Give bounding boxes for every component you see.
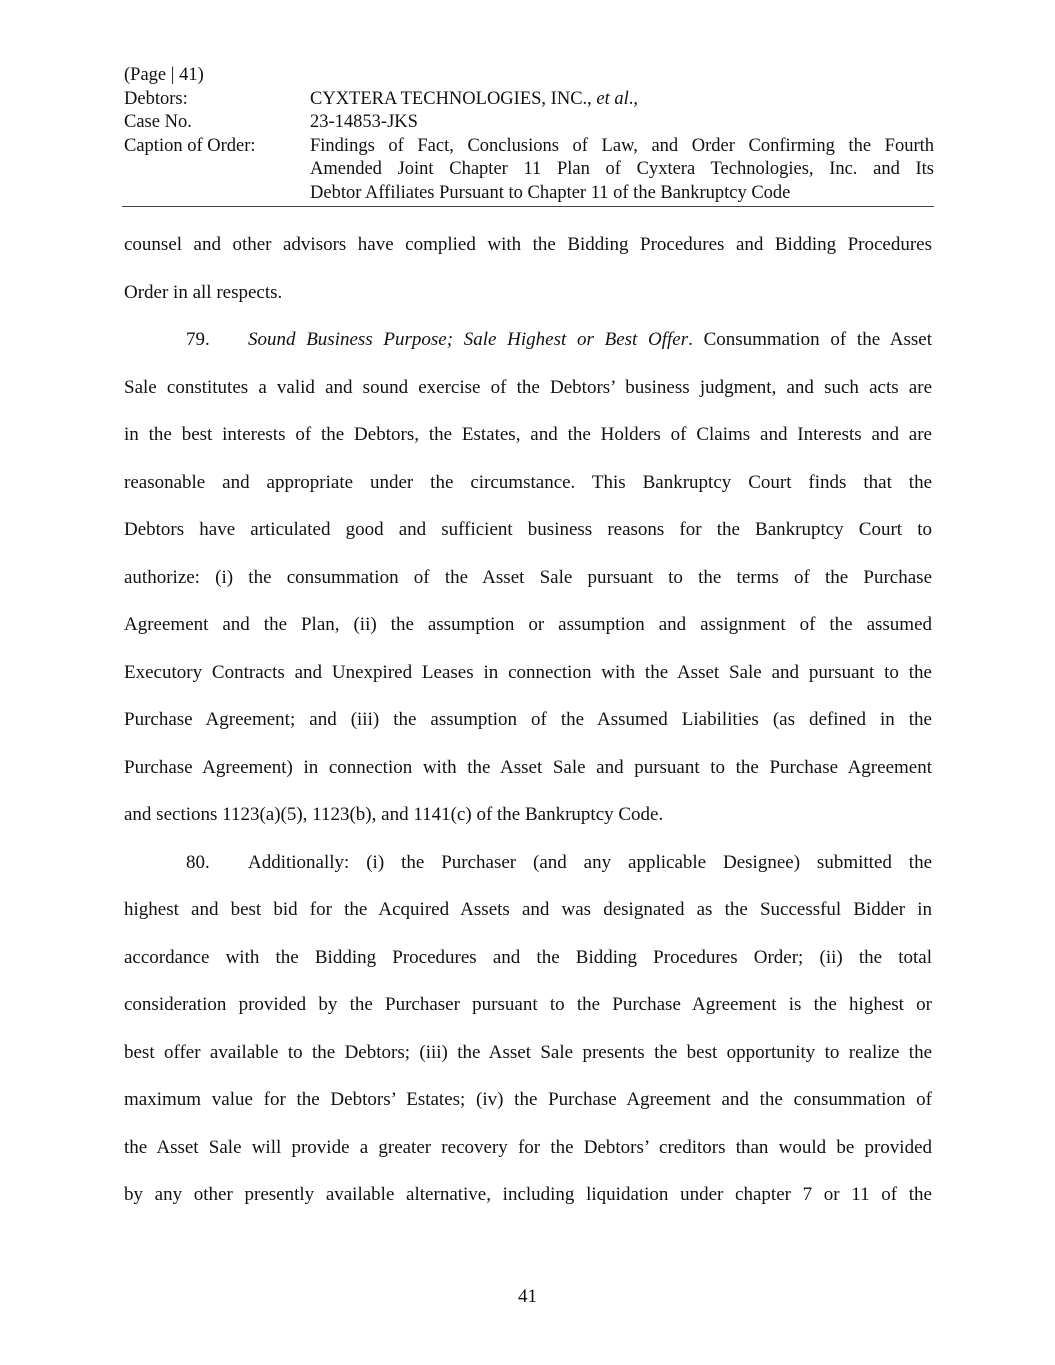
paragraph-line: reasonable and appropriate under the circumstance. This Bankruptcy Court finds that the	[124, 471, 932, 493]
paragraph-number: 80.	[186, 851, 210, 873]
paragraph-line: Debtors have articulated good and sufficient business reasons for the Bankruptcy Court to	[124, 519, 932, 540]
paragraph-line: Purchase Agreement) in connection with the Asset Sale and pursuant to the Purchase Agreement	[124, 756, 932, 778]
caption-line-1: Findings of Fact, Conclusions of Law, and Order Confirming the Fourth	[310, 135, 934, 156]
page-header	[124, 64, 934, 205]
paragraph-line: maximum value for the Debtors’ Estates; (iv) the Purchase Agreement and the consummation of	[124, 1089, 932, 1110]
debtors-etal: et al	[596, 88, 629, 109]
case-label: Case No.	[124, 112, 192, 132]
continuation-line: counsel and other advisors have complied with the Bidding Procedures and Bidding Procedures	[124, 234, 932, 255]
caption-row-3	[124, 182, 934, 206]
caption-label: Caption of Order:	[124, 135, 256, 156]
paragraph-number: 79.	[186, 329, 210, 350]
caption-row	[124, 135, 934, 159]
paragraph-line: highest and best bid for the Acquired Assets and was designated as the Successful Bidder in	[124, 899, 932, 920]
paragraph-text: Additionally: (i) the Purchaser (and any applicable Designee) submitted the	[248, 851, 932, 873]
caption-row-2	[124, 158, 934, 182]
debtors-row	[124, 88, 934, 112]
debtors-value	[310, 88, 934, 112]
caption-line-2: Amended Joint Chapter 11 Plan of Cyxtera Technologies, Inc. and Its	[310, 159, 934, 179]
case-value: 23-14853-JKS	[310, 112, 418, 132]
paragraph-line: and sections 1123(a)(5), 1123(b), and 1141(c) of the Bankruptcy Code.	[124, 804, 664, 825]
debtors-label: Debtors:	[124, 88, 188, 109]
page-number: 41	[518, 1286, 537, 1307]
paragraph-line: authorize: (i) the consummation of the Asset Sale pursuant to the terms of the Purchase	[124, 566, 932, 588]
paragraph-line: Agreement and the Plan, (ii) the assumption or assumption and assignment of the assumed	[124, 614, 932, 635]
paragraph-heading: Sound Business Purpose; Sale Highest or Best Offer	[248, 329, 689, 350]
paragraph-line: Purchase Agreement; and (iii) the assumption of the Assumed Liabilities (as defined in the	[124, 709, 932, 730]
paragraph-line: by any other presently available alternative, including liquidation under chapter 7 or 11 of the	[124, 1184, 932, 1205]
caption-line-3: Debtor Affiliates Pursuant to Chapter 11 of the Bankruptcy Code	[310, 182, 791, 203]
document-body	[124, 221, 932, 1219]
continuation-line: Order in all respects.	[124, 281, 283, 303]
paragraph-line: Sale constitutes a valid and sound exercise of the Debtors’ business judgment, and such acts are	[124, 376, 932, 398]
paragraph-line: the Asset Sale will provide a greater recovery for the Debtors’ creditors than would be provided	[124, 1136, 932, 1158]
paragraph-text: . Consummation of the Asset	[688, 329, 932, 350]
paragraph-line: Executory Contracts and Unexpired Leases in connection with the Asset Sale and pursuant to the	[124, 661, 932, 683]
paragraph-line: in the best interests of the Debtors, the Estates, and the Holders of Claims and Interests and are	[124, 424, 932, 445]
debtors-suffix: .,	[628, 88, 639, 109]
paragraph-line: accordance with the Bidding Procedures and the Bidding Procedures Order; (ii) the total	[124, 946, 932, 968]
page-marker: (Page | 41)	[124, 65, 204, 85]
case-row	[124, 111, 934, 135]
debtors-name: CYXTERA TECHNOLOGIES, INC.,	[310, 88, 597, 109]
paragraph-80-first-line	[124, 839, 932, 887]
page-marker-row	[124, 64, 934, 88]
header-divider	[122, 206, 934, 207]
paragraph-line: best offer available to the Debtors; (iii) the Asset Sale presents the best opportunity to realize the	[124, 1041, 932, 1063]
paragraph-79-first-line	[124, 316, 932, 364]
paragraph-line: consideration provided by the Purchaser pursuant to the Purchase Agreement is the highest or	[124, 994, 932, 1015]
